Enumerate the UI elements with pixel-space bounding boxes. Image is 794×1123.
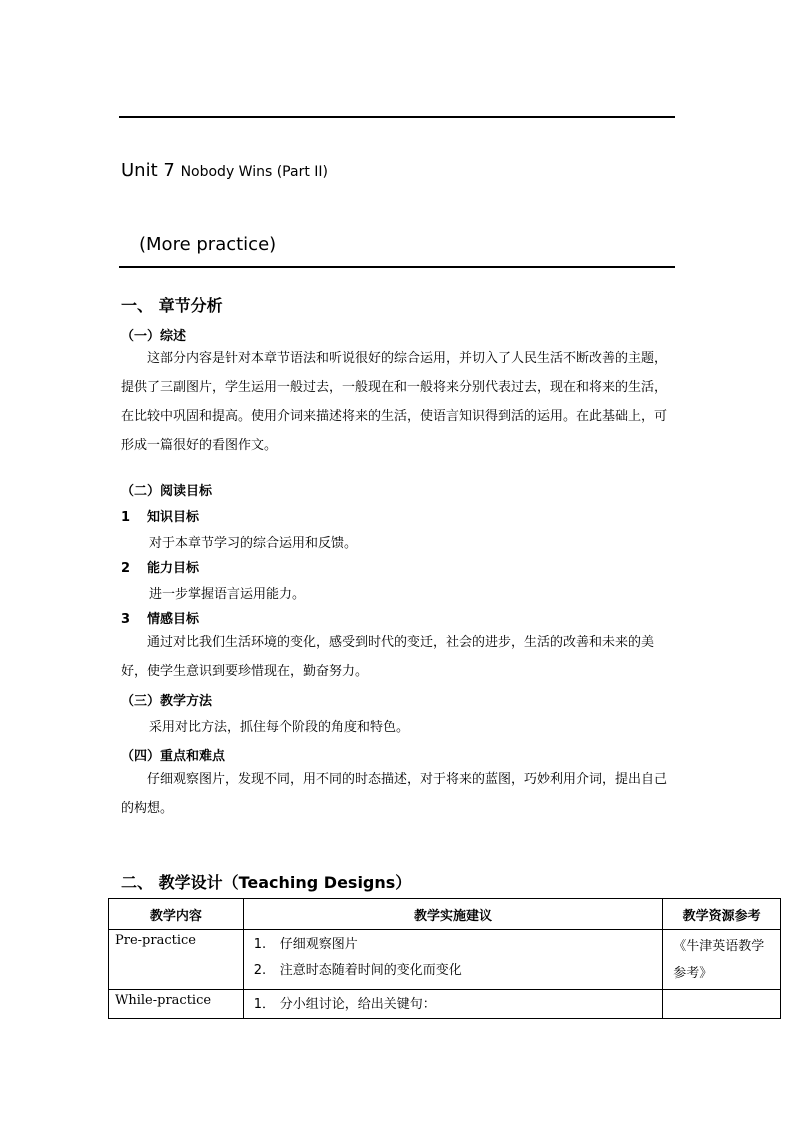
methods-heading: （三）教学方法 [121,694,213,709]
title-unit: Unit 7 [121,160,175,181]
list-item: 1. 仔细观察图片 [253,937,358,952]
table-row [109,930,781,990]
section2-heading: 二、 教学设计（Teaching Designs） [121,873,412,892]
overview-text: 这部分内容是针对本章节语法和听说很好的综合运用，并切入了人民生活不断改善的主题，提供了三副图片，学生运用一般过去，一般现在和一般将来分别代表过去，现在和将来的生活，在比较中巩固和提高。使用介词来描述将来的生活，使语言知识得到活的运用。在此基础上，可形成一篇很好的看图作文。 [121,351,668,453]
row2-resource [663,990,781,1019]
keypoints-text: 仔细观察图片，发现不同，用不同的时态描述，对于将来的蓝图，巧妙利用介词，提出自己的构想。 [121,772,668,816]
row1-resource: 《牛津英语教学参考》 [663,930,781,990]
table-header-row [109,899,781,930]
list-item: 2. 注意时态随着时间的变化而变化 [253,963,462,978]
goal-1-text: 对于本章节学习的综合运用和反馈。 [149,536,358,551]
goal-3-text: 通过对比我们生活环境的变化，感受到时代的变迁，社会的进步，生活的改善和未来的美好，使学生意识到要珍惜现在，勤奋努力。 [121,635,655,679]
header-resources: 教学资源参考 [663,899,781,930]
goal-2-heading: 2 能力目标 [121,561,200,576]
row1-suggestions [243,930,663,990]
header-content: 教学内容 [109,899,244,930]
subtitle-rule [119,266,675,268]
row2-content: While-practice [109,990,244,1019]
title-rest: Nobody Wins (Part II) [180,164,328,180]
table-row [109,990,781,1019]
list-item: 1． 分小组讨论，给出关键句： [253,997,436,1012]
header-suggestions: 教学实施建议 [243,899,663,930]
row1-content: Pre-practice [109,930,244,990]
goals-heading: （二）阅读目标 [121,484,213,499]
document-title [121,160,328,181]
goal-1-heading: 1 知识目标 [121,510,200,525]
row2-suggestions [243,990,663,1019]
teaching-design-table [108,898,781,1019]
overview-heading: （一）综述 [121,329,187,344]
goal-2-text: 进一步掌握语言运用能力。 [149,587,306,602]
methods-text: 采用对比方法，抓住每个阶段的角度和特色。 [149,720,410,735]
document-subtitle: (More practice) [139,234,277,255]
keypoints-heading: （四）重点和难点 [121,749,226,764]
goal-3-heading: 3 情感目标 [121,612,200,627]
section1-heading: 一、 章节分析 [121,296,223,315]
top-rule [119,116,675,118]
